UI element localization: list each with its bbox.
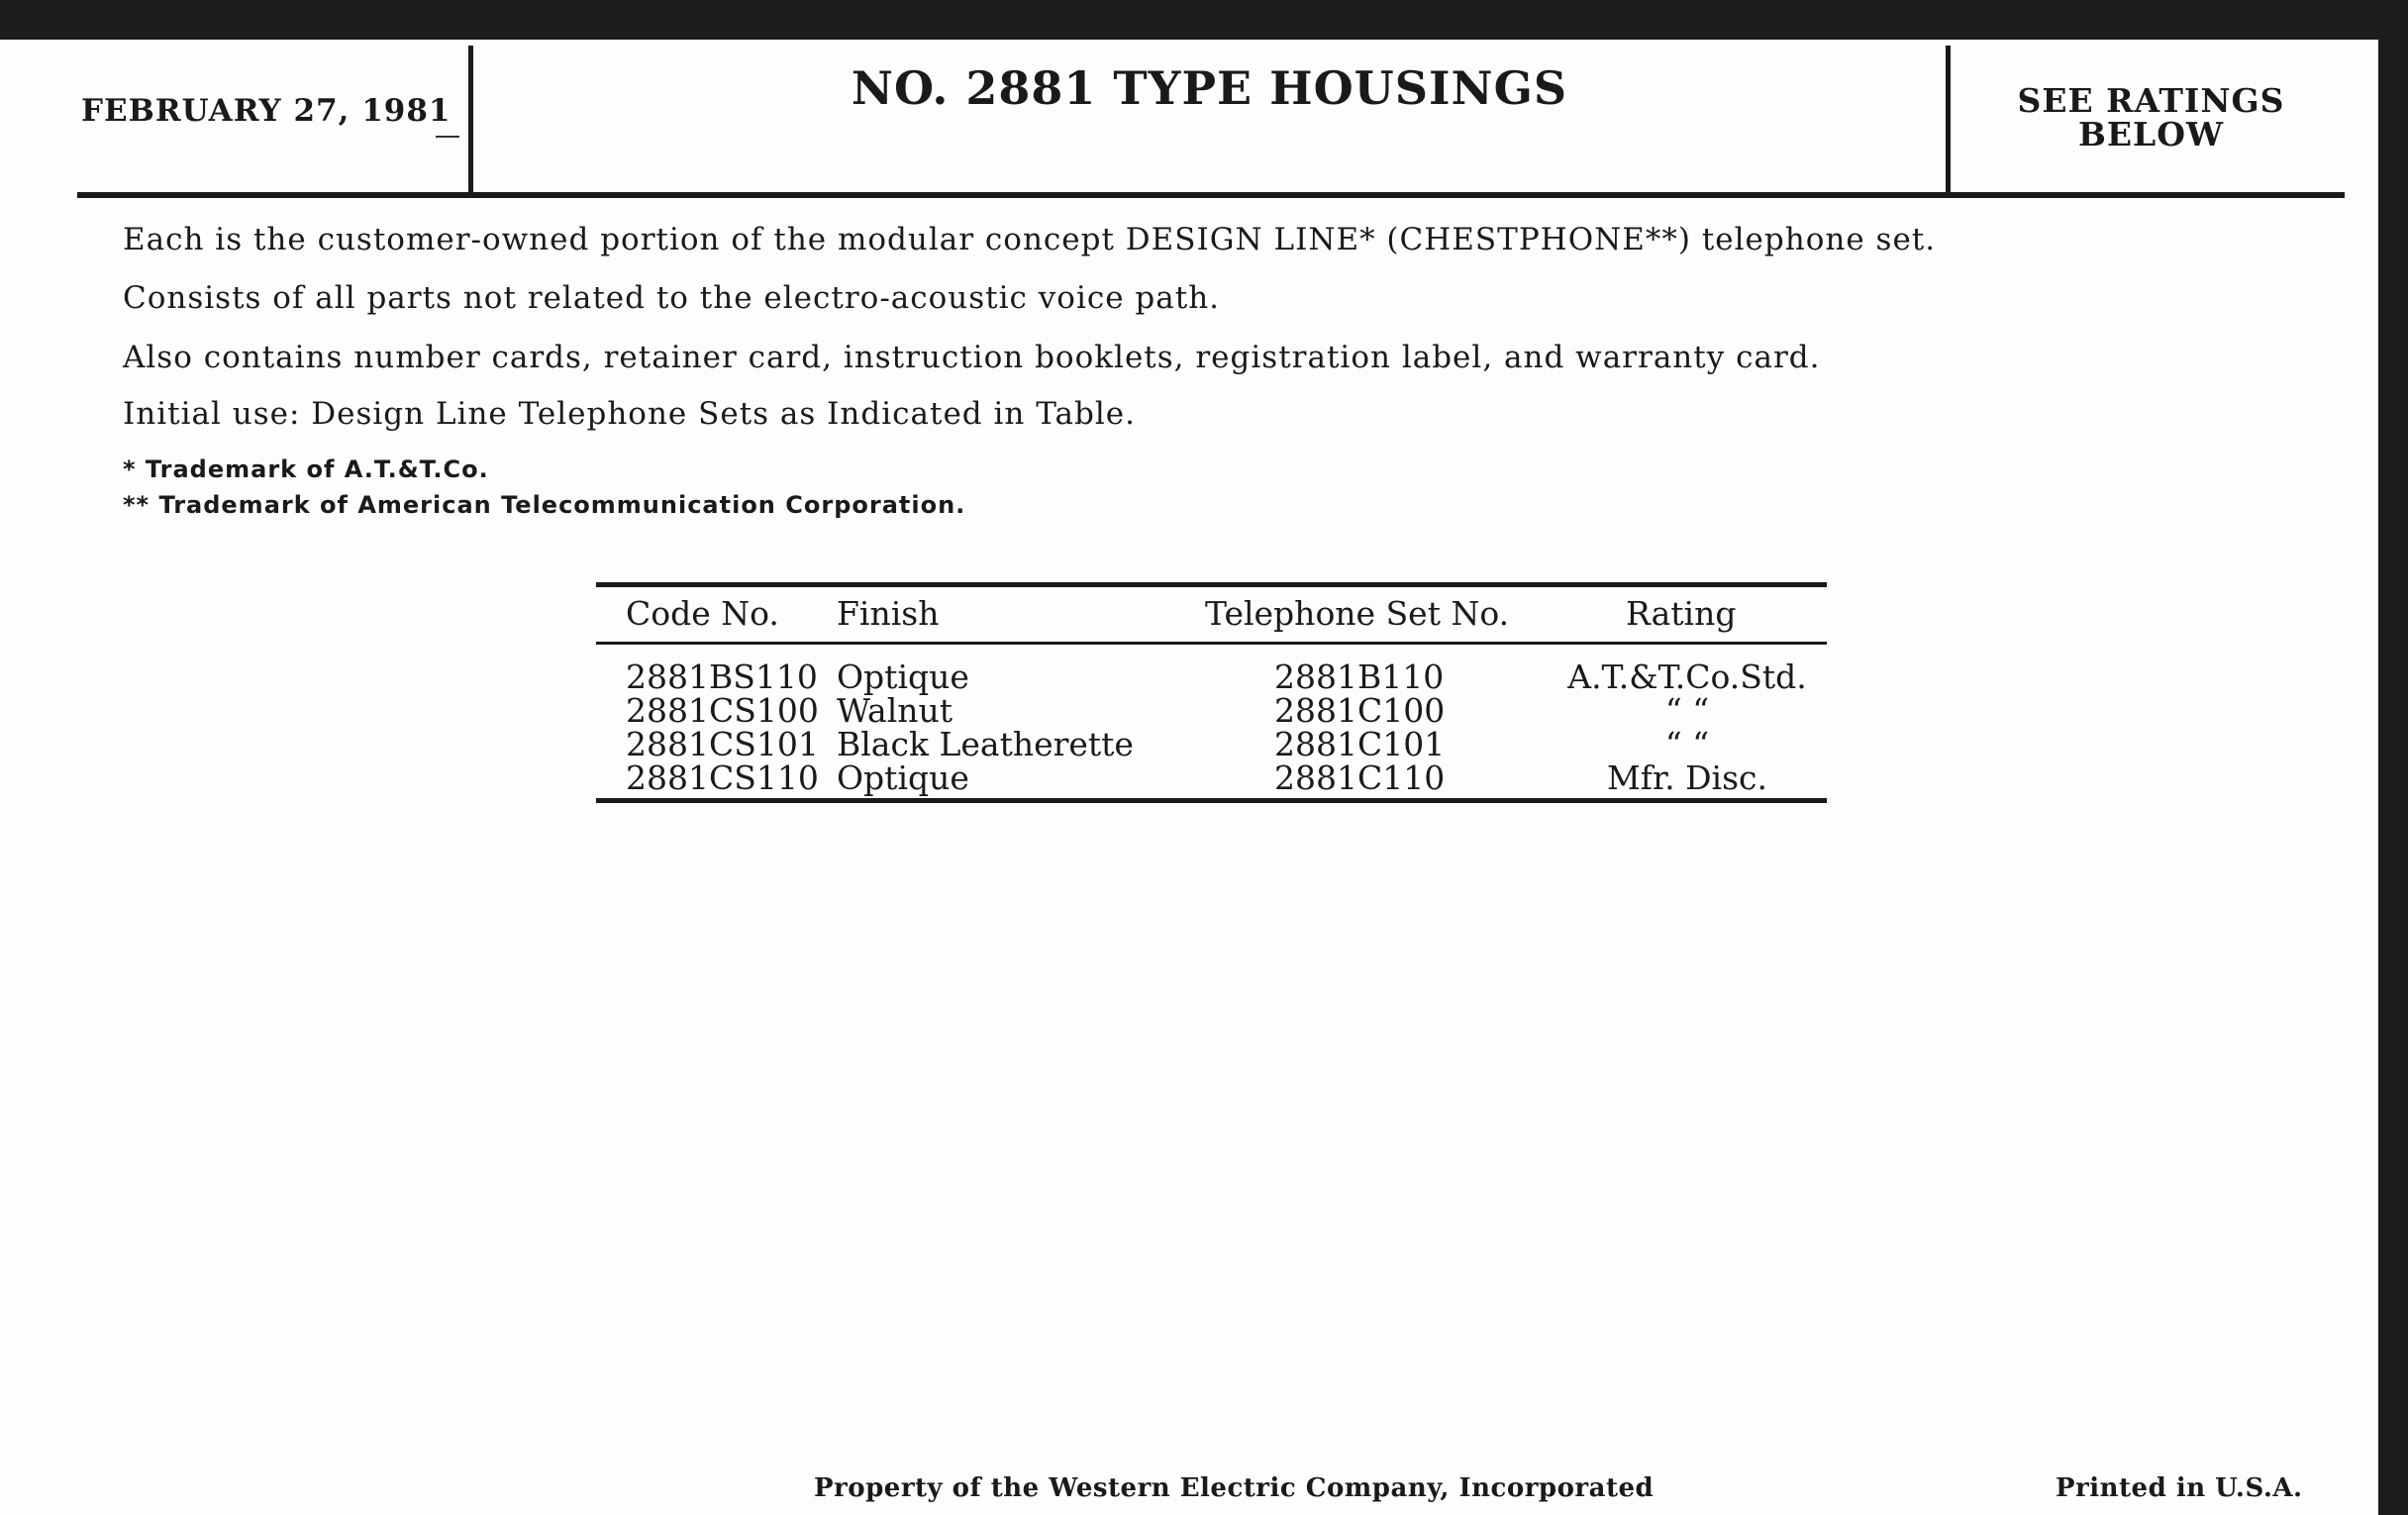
- column-header-finish: Finish: [837, 594, 940, 633]
- table-cell-code: 2881CS110: [626, 758, 819, 797]
- description-paragraph: Consists of all parts not related to the electro-acoustic voice path.: [123, 280, 1221, 316]
- table-cell-rating: “ “: [1664, 725, 1710, 763]
- table-cell-telephone-set: 2881C100: [1274, 691, 1446, 730]
- footnote-trademark-att: * Trademark of A.T.&T.Co.: [123, 455, 489, 483]
- table-cell-finish: Optique: [837, 758, 969, 797]
- table-cell-telephone-set: 2881B110: [1274, 657, 1445, 696]
- header-rule: [77, 192, 2345, 198]
- table-cell-code: 2881BS110: [626, 657, 818, 696]
- table-bottom-rule: [596, 798, 1827, 803]
- table-cell-code: 2881CS101: [626, 725, 819, 763]
- rating-note-line2: BELOW: [2077, 115, 2225, 153]
- table-top-rule: [596, 582, 1827, 587]
- scan-right-border: [2378, 0, 2408, 1515]
- date-underline-mark: [436, 136, 459, 138]
- table-cell-rating: A.T.&T.Co.Std.: [1567, 657, 1807, 696]
- column-header-rating: Rating: [1626, 594, 1737, 633]
- table-cell-finish: Black Leatherette: [837, 725, 1134, 763]
- printed-notice: Printed in U.S.A.: [2056, 1473, 2303, 1503]
- description-paragraph: Also contains number cards, retainer card, instruction booklets, registration label, and warranty card.: [123, 340, 1821, 375]
- document-card: [0, 40, 2378, 1515]
- column-header-telephone-set: Telephone Set No.: [1205, 594, 1510, 633]
- scan-top-border: [0, 0, 2408, 40]
- table-cell-telephone-set: 2881C101: [1274, 725, 1446, 763]
- footnote-trademark-atc: ** Trademark of American Telecommunication Corporation.: [123, 491, 966, 519]
- document-title: NO. 2881 TYPE HOUSINGS: [851, 61, 1568, 115]
- column-header-code: Code No.: [626, 594, 779, 633]
- table-header-rule: [596, 642, 1827, 645]
- table-cell-finish: Walnut: [837, 691, 953, 730]
- initial-use-paragraph: Initial use: Design Line Telephone Sets as Indicated in Table.: [123, 396, 1136, 432]
- table-cell-finish: Optique: [837, 657, 969, 696]
- rating-note: [1951, 81, 2352, 153]
- property-notice: Property of the Western Electric Company, Incorporated: [814, 1473, 1655, 1503]
- table-cell-rating: Mfr. Disc.: [1606, 758, 1768, 797]
- document-date: FEBRUARY 27, 1981: [81, 93, 452, 129]
- rating-note-line1: SEE RATINGS: [2017, 81, 2285, 120]
- description-paragraph: Each is the customer-owned portion of the modular concept DESIGN LINE* (CHESTPHONE**) telephone set.: [123, 222, 1937, 257]
- table-cell-rating: “ “: [1664, 691, 1710, 730]
- table-cell-code: 2881CS100: [626, 691, 819, 730]
- table-cell-telephone-set: 2881C110: [1274, 758, 1446, 797]
